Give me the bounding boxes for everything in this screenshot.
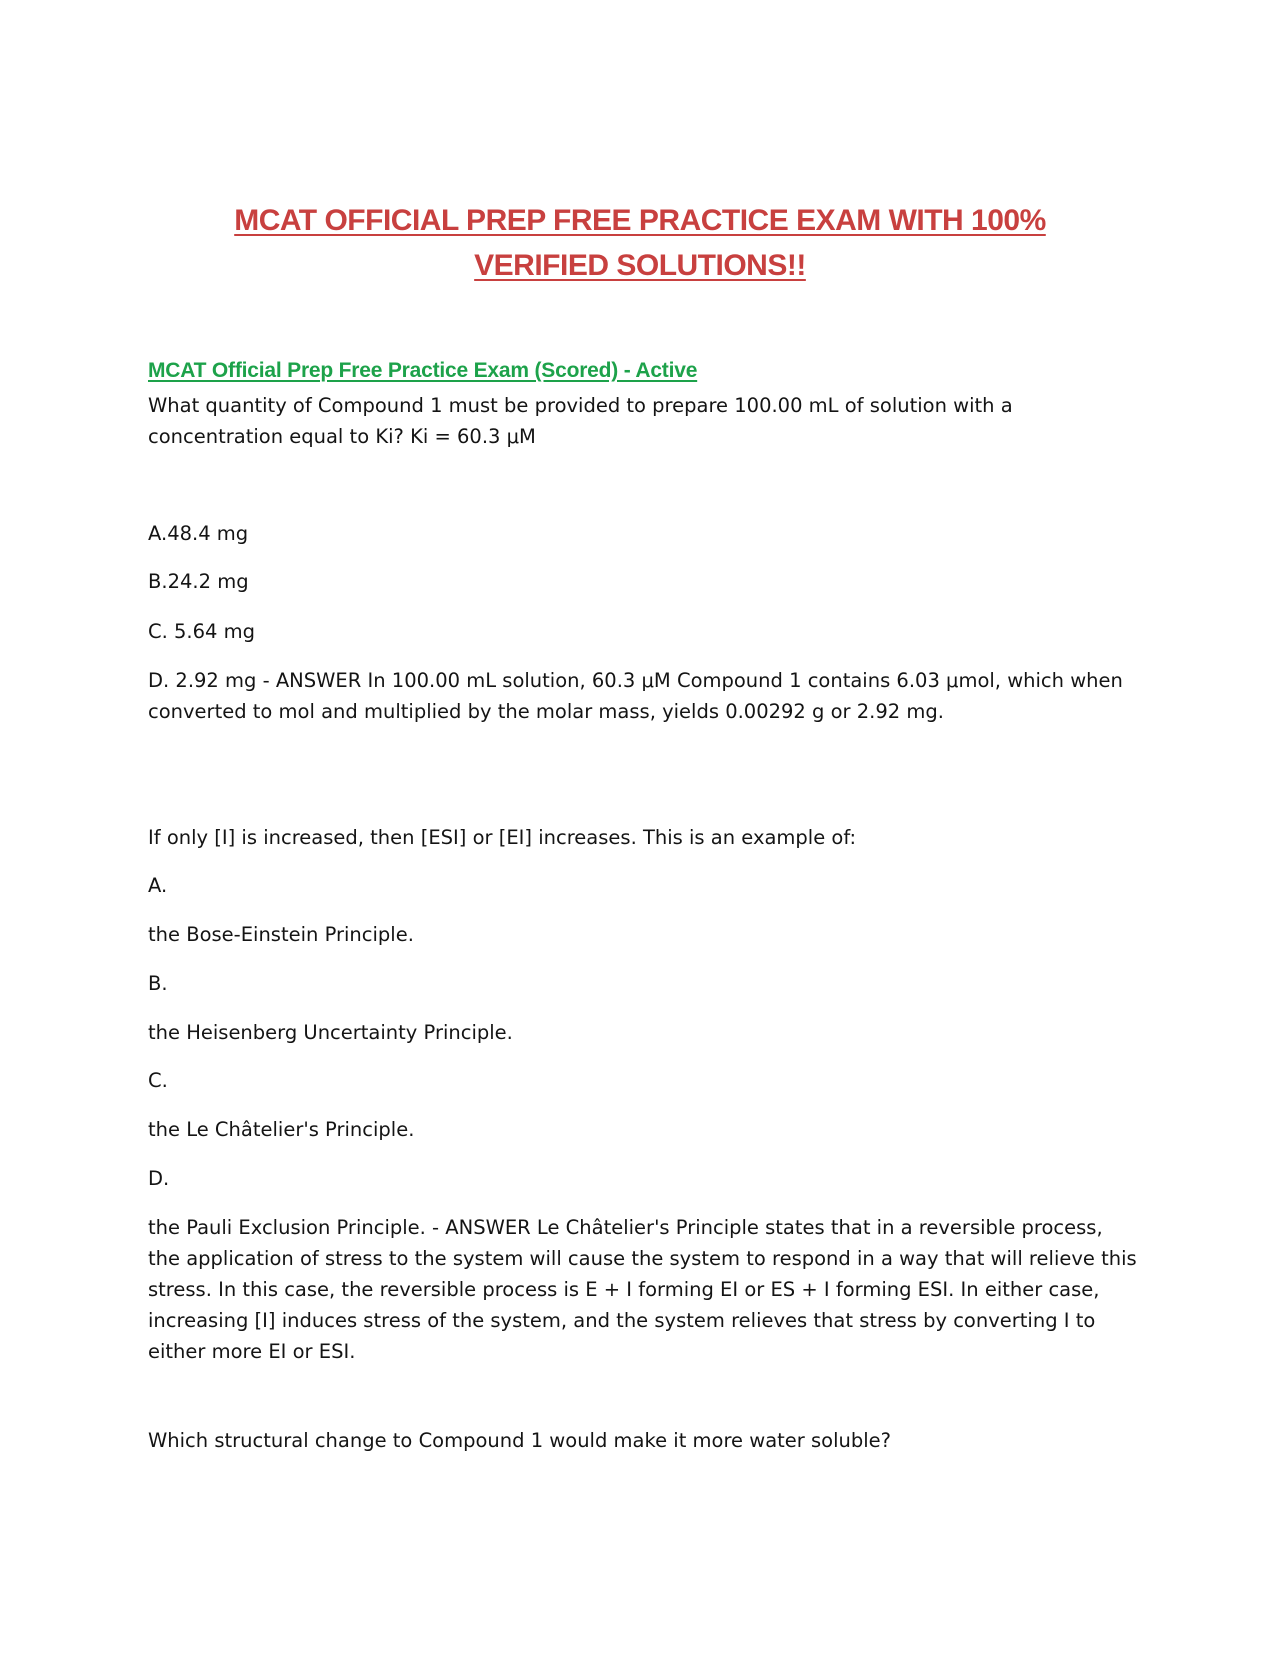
q1-option-c: C. 5.64 mg bbox=[148, 620, 256, 643]
q3-question: Which structural change to Compound 1 would make it more water soluble? bbox=[148, 1429, 892, 1452]
q2-label-d: D. bbox=[148, 1167, 170, 1190]
document-title bbox=[140, 198, 1140, 288]
title-line-2: VERIFIED SOLUTIONS!! bbox=[474, 249, 806, 282]
q2-option-b: the Heisenberg Uncertainty Principle. bbox=[148, 1021, 513, 1044]
q1-option-a: A.48.4 mg bbox=[148, 522, 249, 545]
q2-label-a: A. bbox=[148, 874, 168, 897]
q1-option-d-answer: D. 2.92 mg - ANSWER In 100.00 mL solution, 60.3 μM Compound 1 contains 6.03 μmol, which when converted to mol and multiplied by the molar mass, yields 0.00292 g or 2.92 mg. bbox=[148, 669, 1123, 723]
exam-subtitle-link[interactable]: MCAT Official Prep Free Practice Exam (Scored) - Active bbox=[148, 359, 698, 382]
q2-option-d-answer: the Pauli Exclusion Principle. - ANSWER Le Châtelier's Principle states that in a reversible process, the application of stress to the system will cause the system to respond in a way that will relieve this stress. In this case, the reversible process is E + I forming EI or ES + I forming ESI. In either case, increasing [I] induces stress of the system, and the system relieves that stress by converting I to either more EI or ESI. bbox=[148, 1216, 1137, 1363]
q2-option-c: the Le Châtelier's Principle. bbox=[148, 1118, 415, 1141]
q1-option-b: B.24.2 mg bbox=[148, 570, 249, 593]
title-line-1: MCAT OFFICIAL PREP FREE PRACTICE EXAM WITH 100% bbox=[234, 204, 1046, 237]
q2-label-b: B. bbox=[148, 972, 168, 995]
q1-question: What quantity of Compound 1 must be provided to prepare 100.00 mL of solution with a concentration equal to Ki? Ki = 60.3 μM bbox=[148, 394, 1013, 448]
q2-question: If only [I] is increased, then [ESI] or [EI] increases. This is an example of: bbox=[148, 826, 857, 849]
q2-option-a: the Bose-Einstein Principle. bbox=[148, 923, 414, 946]
q2-label-c: C. bbox=[148, 1069, 168, 1092]
